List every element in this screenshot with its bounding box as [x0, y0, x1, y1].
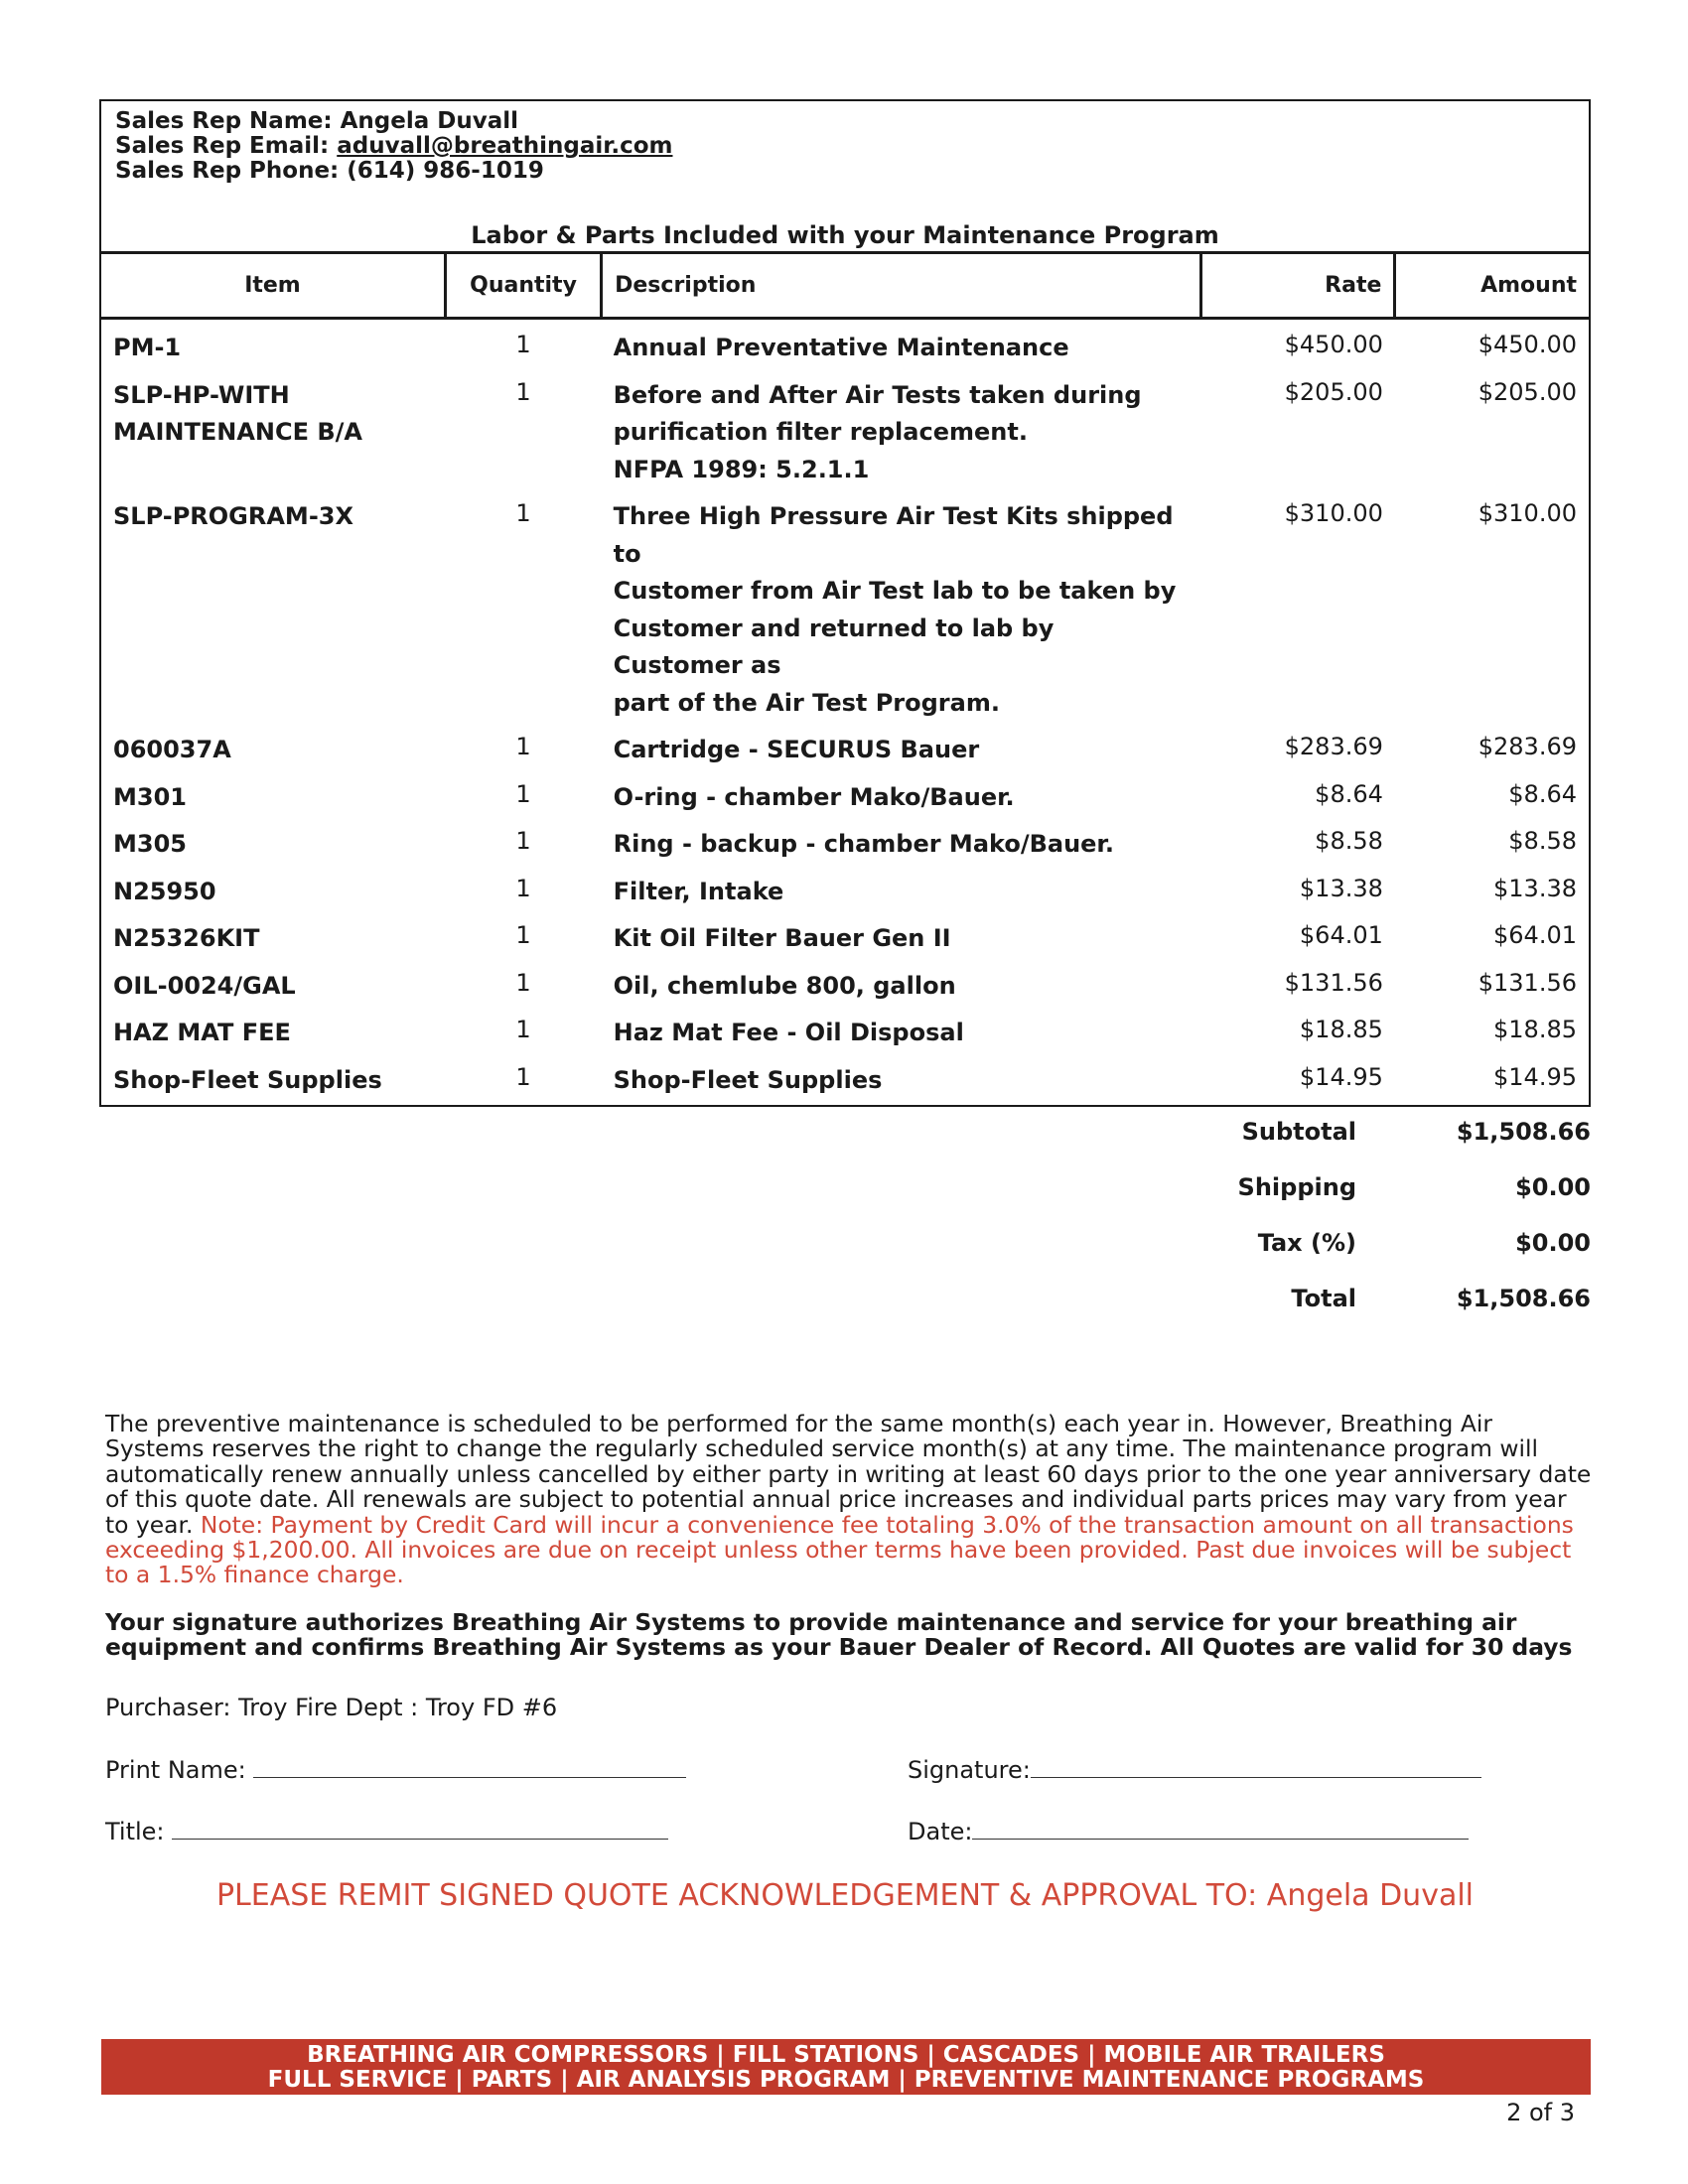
description-cell-line: part of the Air Test Program.: [613, 688, 1000, 717]
date-label: Date:: [908, 1818, 973, 1845]
item-code-cell-line: 060037A: [113, 736, 231, 763]
tax-value: $0.00: [1515, 1229, 1591, 1257]
total-label: Total: [1291, 1285, 1356, 1312]
shipping-label: Shipping: [1237, 1173, 1356, 1201]
item-code-cell: [101, 367, 445, 489]
description-cell: [602, 958, 1201, 1006]
description-cell: [602, 864, 1201, 911]
terms-text: The preventive maintenance is scheduled to be performed for the same month(s) each year in. However, Breathing Air Systems reserves the right to change the regularly scheduled service month(s) at any time. The maintenance program will automatically renew annually unless cancelled by either party in writing at least 60 days prior to the one year anniversary date of this quote date. All renewals are subject to potential annual price increases and individual parts prices may vary from year to year.: [105, 1410, 1592, 1539]
sales-rep-phone: Sales Rep Phone: (614) 986-1019: [115, 158, 544, 184]
totals-block: [1172, 1118, 1591, 1340]
description-cell-line: NFPA 1989: 5.2.1.1: [613, 455, 870, 483]
header-amount: Amount: [1395, 253, 1589, 319]
item-code-cell: [101, 864, 445, 911]
item-code-cell: [101, 319, 445, 367]
item-code-cell: [101, 958, 445, 1006]
description-cell: [602, 367, 1201, 489]
description-cell: [602, 910, 1201, 958]
rate-cell: $64.01: [1299, 921, 1383, 949]
header-item: Item: [101, 253, 445, 319]
shipping-row: [1172, 1173, 1591, 1229]
amount-cell: $131.56: [1477, 968, 1577, 997]
total-value: $1,508.66: [1456, 1285, 1591, 1312]
table-row: [101, 910, 1589, 958]
rate-cell: $13.38: [1299, 874, 1383, 902]
quantity-cell: 1: [515, 733, 531, 760]
item-code-cell: [101, 1005, 445, 1052]
subtotal-label: Subtotal: [1241, 1118, 1356, 1146]
item-code-cell: [101, 769, 445, 817]
amount-cell: $64.01: [1493, 921, 1577, 949]
table-row: [101, 1005, 1589, 1052]
footer-line-2: FULL SERVICE | PARTS | AIR ANALYSIS PROGRAM | PREVENTIVE MAINTENANCE PROGRAMS: [267, 2067, 1425, 2093]
amount-cell: $14.95: [1493, 1062, 1577, 1091]
quantity-cell: 1: [515, 968, 531, 997]
amount-cell: $283.69: [1477, 733, 1577, 760]
rate-cell: $14.95: [1299, 1062, 1383, 1091]
print-name-field[interactable]: [105, 1755, 686, 1784]
description-cell: [602, 1052, 1201, 1106]
item-code-cell-line: SLP-PROGRAM-3X: [113, 502, 353, 530]
sales-rep-name: Sales Rep Name: Angela Duvall: [115, 108, 518, 134]
table-row: [101, 864, 1589, 911]
rate-cell: $310.00: [1284, 499, 1383, 527]
description-cell-line: Customer and returned to lab by Customer as: [613, 614, 1055, 679]
rate-cell: $131.56: [1284, 968, 1383, 997]
payment-note: Note: Payment by Credit Card will incur a convenience fee totaling 3.0% of the transaction amount on all transactions exceeding $1,200.00. All invoices are due on receipt unless other terms have been provided. Past due invoices will be subject to a 1.5% finance charge.: [105, 1510, 1574, 1589]
description-cell: [602, 1005, 1201, 1052]
table-row: [101, 816, 1589, 864]
item-code-cell-line: HAZ MAT FEE: [113, 1019, 291, 1046]
item-code-cell: [101, 488, 445, 722]
description-cell-line: purification filter replacement.: [613, 418, 1028, 446]
quantity-cell: 1: [515, 921, 531, 949]
terms-paragraph: [105, 1412, 1595, 1588]
header-rate: Rate: [1201, 253, 1395, 319]
item-code-cell-line: N25326KIT: [113, 924, 260, 952]
tax-row: [1172, 1229, 1591, 1285]
amount-cell: $13.38: [1493, 874, 1577, 902]
description-cell: [602, 319, 1201, 367]
amount-cell: $18.85: [1493, 1016, 1577, 1043]
header-description: Description: [602, 253, 1201, 319]
rate-cell: $8.58: [1315, 827, 1383, 855]
item-code-cell-line: SLP-HP-WITH: [113, 380, 290, 409]
total-row: [1172, 1285, 1591, 1340]
description-cell: [602, 722, 1201, 769]
quantity-cell: 1: [515, 1062, 531, 1091]
table-row: [101, 319, 1589, 367]
amount-cell: $205.00: [1477, 377, 1577, 406]
shipping-value: $0.00: [1515, 1173, 1591, 1201]
description-cell-line: Before and After Air Tests taken during: [613, 380, 1142, 409]
description-cell-line: Cartridge - SECURUS Bauer: [613, 736, 980, 763]
page-number: 2 of 3: [1506, 2099, 1575, 2126]
table-row: [101, 722, 1589, 769]
subtotal-row: [1172, 1118, 1591, 1173]
signature-label: Signature:: [908, 1756, 1031, 1784]
item-code-cell-line: MAINTENANCE B/A: [113, 418, 362, 446]
description-cell-line: Kit Oil Filter Bauer Gen II: [613, 924, 951, 952]
table-row: [101, 488, 1589, 722]
table-row: [101, 958, 1589, 1006]
date-field[interactable]: [908, 1817, 1469, 1845]
description-cell-line: Three High Pressure Air Test Kits shipped to: [613, 502, 1174, 568]
description-cell: [602, 816, 1201, 864]
rate-cell: $18.85: [1299, 1016, 1383, 1043]
description-cell: [602, 488, 1201, 722]
rate-cell: $205.00: [1284, 377, 1383, 406]
print-name-label: Print Name:: [105, 1756, 254, 1784]
item-code-cell-line: M301: [113, 782, 187, 811]
quantity-cell: 1: [515, 779, 531, 808]
amount-cell: $8.64: [1508, 779, 1577, 808]
footer-line-1: BREATHING AIR COMPRESSORS | FILL STATIONS | CASCADES | MOBILE AIR TRAILERS: [307, 2042, 1385, 2068]
sales-rep-email-link[interactable]: aduvall@breathingair.com: [337, 133, 673, 159]
quantity-cell: 1: [515, 377, 531, 406]
item-code-cell-line: PM-1: [113, 334, 182, 361]
description-cell-line: Shop-Fleet Supplies: [613, 1065, 883, 1094]
title-field[interactable]: [105, 1817, 668, 1845]
quantity-cell: 1: [515, 874, 531, 902]
quote-box: [99, 99, 1591, 1107]
quantity-cell: 1: [515, 331, 531, 358]
rate-cell: $450.00: [1284, 331, 1383, 358]
signature-field[interactable]: [908, 1755, 1481, 1784]
purchaser-line: Purchaser: Troy Fire Dept : Troy FD #6: [105, 1694, 558, 1721]
item-code-cell: [101, 1052, 445, 1106]
quantity-cell: 1: [515, 1016, 531, 1043]
sales-rep-email-line: [115, 134, 1575, 159]
description-cell-line: Ring - backup - chamber Mako/Bauer.: [613, 830, 1114, 858]
table-row: [101, 367, 1589, 489]
amount-cell: $8.58: [1508, 827, 1577, 855]
item-code-cell-line: Shop-Fleet Supplies: [113, 1065, 382, 1094]
description-cell-line: Oil, chemlube 800, gallon: [613, 971, 956, 1000]
rate-cell: $283.69: [1284, 733, 1383, 760]
item-code-cell-line: OIL-0024/GAL: [113, 971, 296, 1000]
quantity-cell: 1: [515, 499, 531, 527]
item-code-cell: [101, 910, 445, 958]
table-row: [101, 769, 1589, 817]
line-items-table: [101, 251, 1589, 1105]
header-quantity: Quantity: [445, 253, 601, 319]
footer-banner: [101, 2039, 1591, 2095]
sales-rep-block: [101, 101, 1589, 184]
description-cell: [602, 769, 1201, 817]
title-label: Title:: [105, 1818, 173, 1845]
description-cell-line: Filter, Intake: [613, 877, 784, 905]
quantity-cell: 1: [515, 827, 531, 855]
table-body: [101, 319, 1589, 1106]
table-row: [101, 1052, 1589, 1106]
subtotal-value: $1,508.66: [1456, 1118, 1591, 1146]
title-line[interactable]: [172, 1817, 668, 1840]
amount-cell: $450.00: [1477, 331, 1577, 358]
date-line[interactable]: [972, 1817, 1469, 1840]
item-code-cell-line: M305: [113, 830, 187, 858]
description-cell-line: Haz Mat Fee - Oil Disposal: [613, 1019, 964, 1046]
item-code-cell: [101, 816, 445, 864]
amount-cell: $310.00: [1477, 499, 1577, 527]
item-code-cell: [101, 722, 445, 769]
item-code-cell-line: N25950: [113, 877, 216, 905]
table-header-row: [101, 253, 1589, 319]
description-cell-line: Customer from Air Test lab to be taken by: [613, 577, 1177, 605]
authorization-statement: Your signature authorizes Breathing Air Systems to provide maintenance and service for your breathing air equipment and confirms Breathing Air Systems as your Bauer Dealer of Record. All Quotes are valid for 30 days: [105, 1608, 1573, 1662]
table-title: Labor & Parts Included with your Maintenance Program: [471, 221, 1219, 249]
rate-cell: $8.64: [1315, 779, 1383, 808]
remit-notice: PLEASE REMIT SIGNED QUOTE ACKNOWLEDGEMENT & APPROVAL TO: Angela Duvall: [215, 1878, 1475, 1913]
print-name-line[interactable]: [253, 1755, 686, 1778]
sales-rep-email-label: Sales Rep Email:: [115, 133, 338, 159]
tax-label: Tax (%): [1257, 1229, 1356, 1257]
description-cell-line: Annual Preventative Maintenance: [613, 334, 1069, 361]
description-cell-line: O-ring - chamber Mako/Bauer.: [613, 782, 1015, 811]
signature-line[interactable]: [1031, 1755, 1481, 1778]
